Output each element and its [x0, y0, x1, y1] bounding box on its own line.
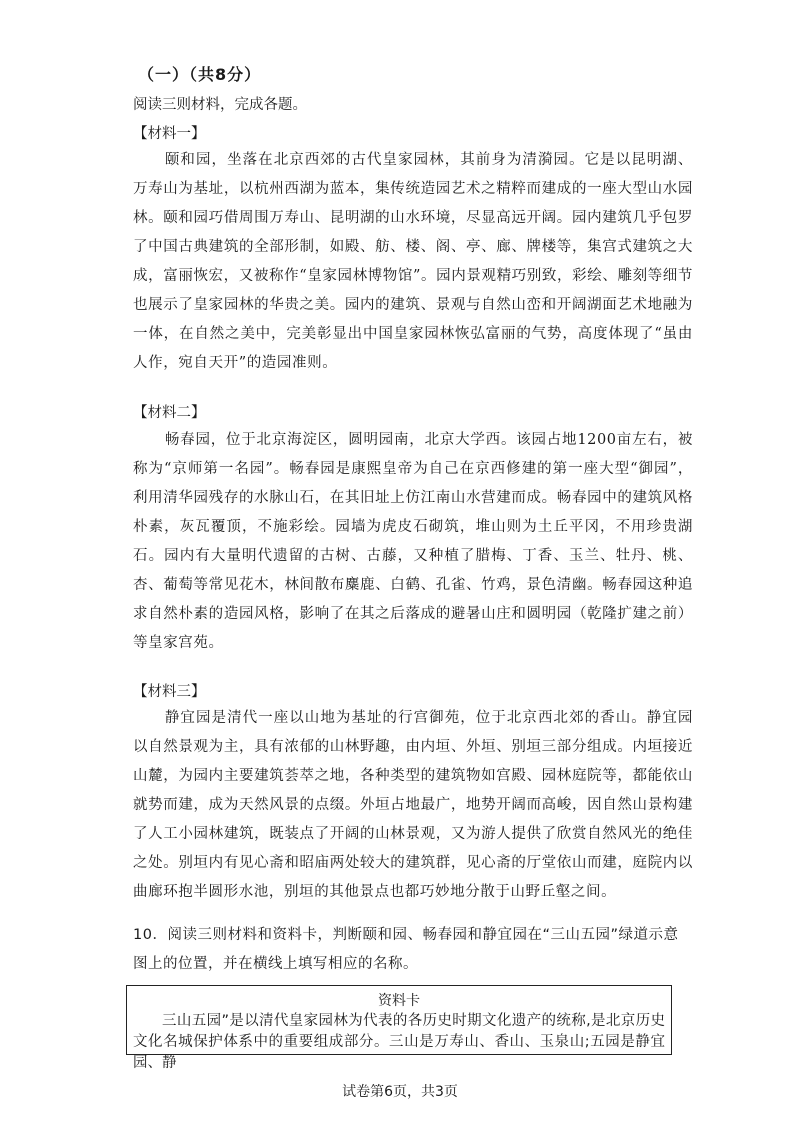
reference-card [126, 985, 672, 1071]
section-intro: 阅读三则材料，完成各题。 [133, 97, 307, 113]
page-footer: 试卷第6页，共3页 [342, 1084, 458, 1100]
material-2-label: 【材料二】 [133, 405, 206, 421]
material-3-label: 【材料三】 [133, 684, 206, 700]
section-title: （一）（共8分） [138, 65, 262, 84]
reference-card-title: 资料卡 [378, 993, 420, 1009]
material-2-text: 畅春园，位于北京海淀区，圆明园南，北京大学西。该园占地1200亩左右，被称为“京师第一名园”。畅春园是康熙皇帝为自己在京西修建的第一座大型“御园”，利用清华园残存的水脉山石，在其旧址上仿江南山水营建而成。畅春园中的建筑风格朴素，灰瓦覆顶，不施彩绘。园墙为虎皮石砌筑，堆山则为土丘平冈，不用珍贵湖石。园内有大量明代遗留的古树、古藤，又种植了腊梅、丁香、玉兰、牡丹、桃、杏、葡萄等常见花木，林间散布麋鹿、白鹤、孔雀、竹鸡，景色清幽。畅春园这种追求自然朴素的造园风格，影响了在其之后落成的避暑山庄和圆明园（乾隆扩建之前）等皇家宫苑。 [133, 432, 693, 651]
material-1-label: 【材料一】 [133, 126, 206, 142]
reference-card-text: 三山五园”是以清代皇家园林为代表的各历史时期文化遗产的统称,是北京历史文化名城保护体系中的重要组成部分。三山是万寿山、香山、玉泉山;五园是静宜园、静 [133, 1013, 665, 1071]
material-3-text: 静宜园是清代一座以山地为基址的行宫御苑，位于北京西北郊的香山。静宜园以自然景观为主，具有浓郁的山林野趣，由内垣、外垣、别垣三部分组成。内垣接近山麓，为园内主要建筑荟萃之地，各种类型的建筑物如宫殿、园林庭院等，都能依山就势而建，成为天然风景的点缀。外垣占地最广，地势开阔而高峻，因自然山景构建了人工小园林建筑，既装点了开阔的山林景观，又为游人提供了欣赏自然风光的绝佳之处。别垣内有见心斋和昭庙两处较大的建筑群，见心斋的厅堂依山而建，庭院内以曲廊环抱半圆形水池，别垣的其他景点也都巧妙地分散于山野丘壑之间。 [133, 710, 693, 900]
material-1-text: 颐和园，坐落在北京西郊的古代皇家园林，其前身为清漪园。它是以昆明湖、万寿山为基址，以杭州西湖为蓝本，集传统造园艺术之精粹而建成的一座大型山水园林。颐和园巧借周围万寿山、昆明湖的山水环境，尽显高远开阔。园内建筑几乎包罗了中国古典建筑的全部形制，如殿、舫、楼、阁、亭、廊、牌楼等，集宫式建筑之大成，富丽恢宏，又被称作“皇家园林博物馆”。园内景观精巧别致，彩绘、雕刻等细节也展示了皇家园林的华贵之美。园内的建筑、景观与自然山峦和开阔湖面艺术地融为一体，在自然之美中，完美彰显出中国皇家园林恢弘富丽的气势，高度体现了“虽由人作，宛自天开”的造园准则。 [133, 152, 693, 371]
question-10: 10．阅读三则材料和资料卡，判断颐和园、畅春园和静宜园在“三山五园”绿道示意图上的位置，并在横线上填写相应的名称。 [133, 927, 679, 972]
